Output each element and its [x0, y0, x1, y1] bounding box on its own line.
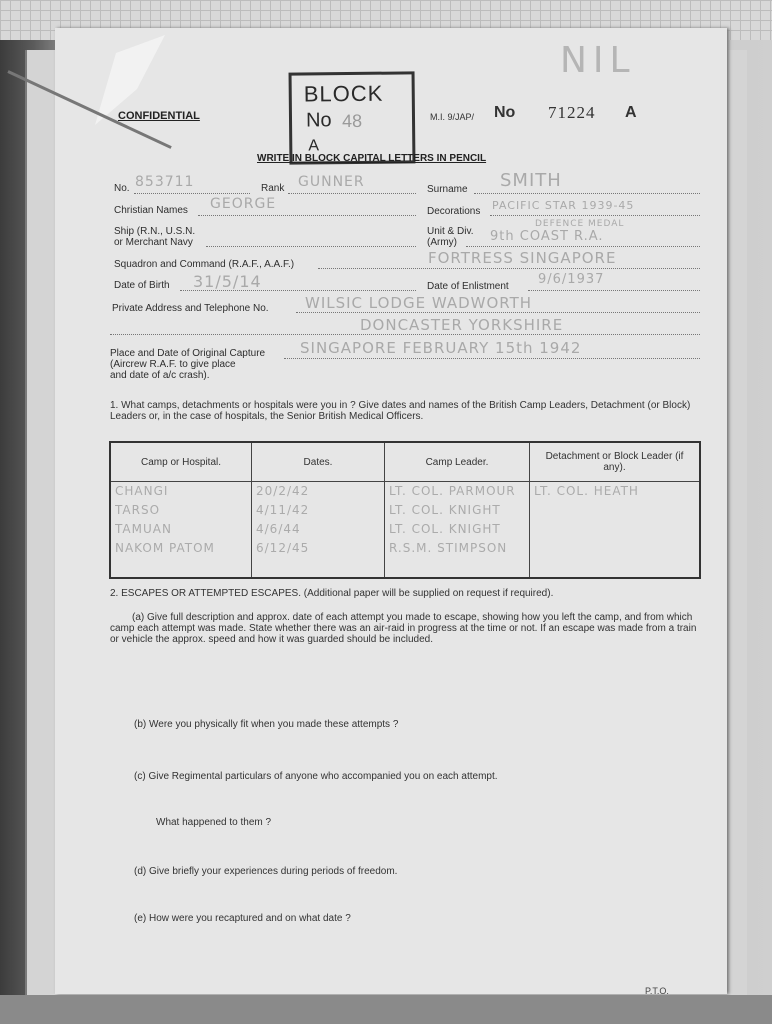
leader-cell: R.S.M. STIMPSON [389, 541, 508, 555]
decorations-label: Decorations [427, 206, 481, 217]
leader-cell: LT. COL. KNIGHT [389, 503, 501, 517]
surname-label: Surname [427, 184, 468, 195]
dob-value: 31/5/14 [193, 272, 262, 291]
stamp-no-text: No [305, 109, 332, 132]
rank-line [288, 193, 416, 194]
camp-cell: NAKOM PATOM [115, 541, 215, 555]
date-cell: 4/6/44 [256, 522, 301, 536]
capture-label-1: Place and Date of Original Capture [110, 348, 266, 359]
camp-cell: TAMUAN [115, 522, 172, 536]
no-value: 853711 [135, 174, 195, 190]
question-2-title: 2. ESCAPES OR ATTEMPTED ESCAPES. (Additional paper will be supplied on request if required). [110, 588, 554, 599]
dob-label: Date of Birth [114, 280, 170, 291]
date-cell: 6/12/45 [256, 541, 310, 555]
bottom-strip [0, 995, 772, 1024]
nil-note: NIL [560, 40, 636, 81]
date-cell: 20/2/42 [256, 484, 310, 498]
rank-label: Rank [261, 183, 285, 194]
stamp-block-text: BLOCK [303, 80, 384, 107]
stamp-letter: A [308, 137, 320, 155]
unit-line [466, 246, 700, 247]
detachment-cell [534, 501, 695, 520]
rank-value: GUNNER [298, 174, 365, 190]
camp-cell: TARSO [115, 503, 161, 517]
address-value-1: WILSIC LODGE WADWORTH [305, 294, 533, 312]
question-2e: (e) How were you recaptured and on what date ? [134, 913, 351, 924]
ship-label-1: Ship (R.N., U.S.N. [114, 226, 196, 237]
christian-names-label: Christian Names [114, 205, 188, 216]
unit-value-1: DEFENCE MEDAL [535, 219, 625, 229]
enlistment-value: 9/6/1937 [538, 272, 605, 287]
no-label: No. [114, 183, 130, 194]
question-2c: (c) Give Regimental particulars of anyone who accompanied you on each attempt. [134, 771, 498, 782]
detachment-cell [534, 539, 695, 558]
form-instruction: WRITE IN BLOCK CAPITAL LETTERS IN PENCIL [257, 153, 487, 164]
leader-cell: LT. COL. PARMOUR [389, 484, 516, 498]
camp-column [110, 482, 252, 579]
decorations-value: PACIFIC STAR 1939-45 [492, 199, 635, 212]
block-stamp [289, 71, 416, 164]
table-row [110, 482, 700, 579]
camps-table [109, 441, 701, 579]
question-1-text: 1. What camps, detachments or hospitals were you in ? Give dates and names of the British Camp Leaders, Detachment (or Block) Leaders or, in the case of hospitals, the Senior British Medical Officers. [110, 400, 691, 422]
ref-number: 71224 [548, 103, 596, 122]
detachment-cell: LT. COL. HEATH [534, 484, 639, 498]
christian-names-value: GEORGE [210, 196, 277, 212]
no-line [134, 193, 250, 194]
camps-header-dates: Dates. [252, 442, 385, 482]
address-line-1 [296, 312, 700, 313]
stamp-number: 48 [341, 110, 363, 132]
enlistment-line [528, 290, 700, 291]
enlistment-label: Date of Enlistment [427, 281, 509, 292]
pto-label: P.T.O. [645, 986, 669, 996]
date-cell: 4/11/42 [256, 503, 310, 517]
confidential-label: CONFIDENTIAL [118, 110, 200, 122]
camps-header-camp: Camp or Hospital. [110, 442, 252, 482]
unit-value-2: 9th COAST R.A. [490, 229, 604, 244]
ship-line [206, 246, 416, 247]
ref-suffix: A [625, 104, 637, 121]
address-line-2 [110, 334, 700, 335]
capture-label-3: and date of a/c crash). [110, 370, 210, 381]
camps-header-leader: Camp Leader. [385, 442, 530, 482]
question-2c-followup: What happened to them ? [156, 817, 272, 828]
ship-label-2: or Merchant Navy [114, 237, 193, 248]
detachment-cell [534, 520, 695, 539]
dates-column [252, 482, 385, 579]
squadron-line [318, 268, 700, 269]
ref-label: M.I. 9/JAP/ [430, 112, 475, 122]
camp-cell: CHANGI [115, 484, 169, 498]
camps-header-detachment: Detachment or Block Leader (if any). [530, 442, 701, 482]
question-2d: (d) Give briefly your experiences during periods of freedom. [134, 866, 398, 877]
question-2a: (a) Give full description and approx. date of each attempt you made to escape, showing how you left the camp, and from which camp each attempt was made. State whether there was an air-raid in progress at the time or not. If an escape was made from a train or vehicle the approx. speed and how it was guarded should be included. [110, 612, 697, 645]
leader-column [385, 482, 530, 579]
address-value-2: DONCASTER YORKSHIRE [360, 316, 564, 334]
capture-label-2: (Aircrew R.A.F. to give place [110, 359, 236, 370]
capture-value: SINGAPORE FEBRUARY 15th 1942 [300, 339, 582, 357]
ref-no-label: No [494, 104, 516, 121]
unit-label-2: (Army) [427, 237, 457, 248]
detachment-column [530, 482, 701, 579]
surname-value: SMITH [500, 170, 562, 191]
camps-table-header [110, 442, 700, 482]
address-label: Private Address and Telephone No. [112, 303, 269, 314]
decorations-line [490, 215, 700, 216]
squadron-label: Squadron and Command (R.A.F., A.A.F.) [114, 259, 295, 270]
capture-line [284, 358, 700, 359]
question-2b: (b) Were you physically fit when you made these attempts ? [134, 719, 399, 730]
christian-names-line [198, 215, 416, 216]
surname-line [474, 193, 700, 194]
leader-cell: LT. COL. KNIGHT [389, 522, 501, 536]
squadron-value: FORTRESS SINGAPORE [428, 249, 617, 267]
unit-label-1: Unit & Div. [427, 226, 474, 237]
